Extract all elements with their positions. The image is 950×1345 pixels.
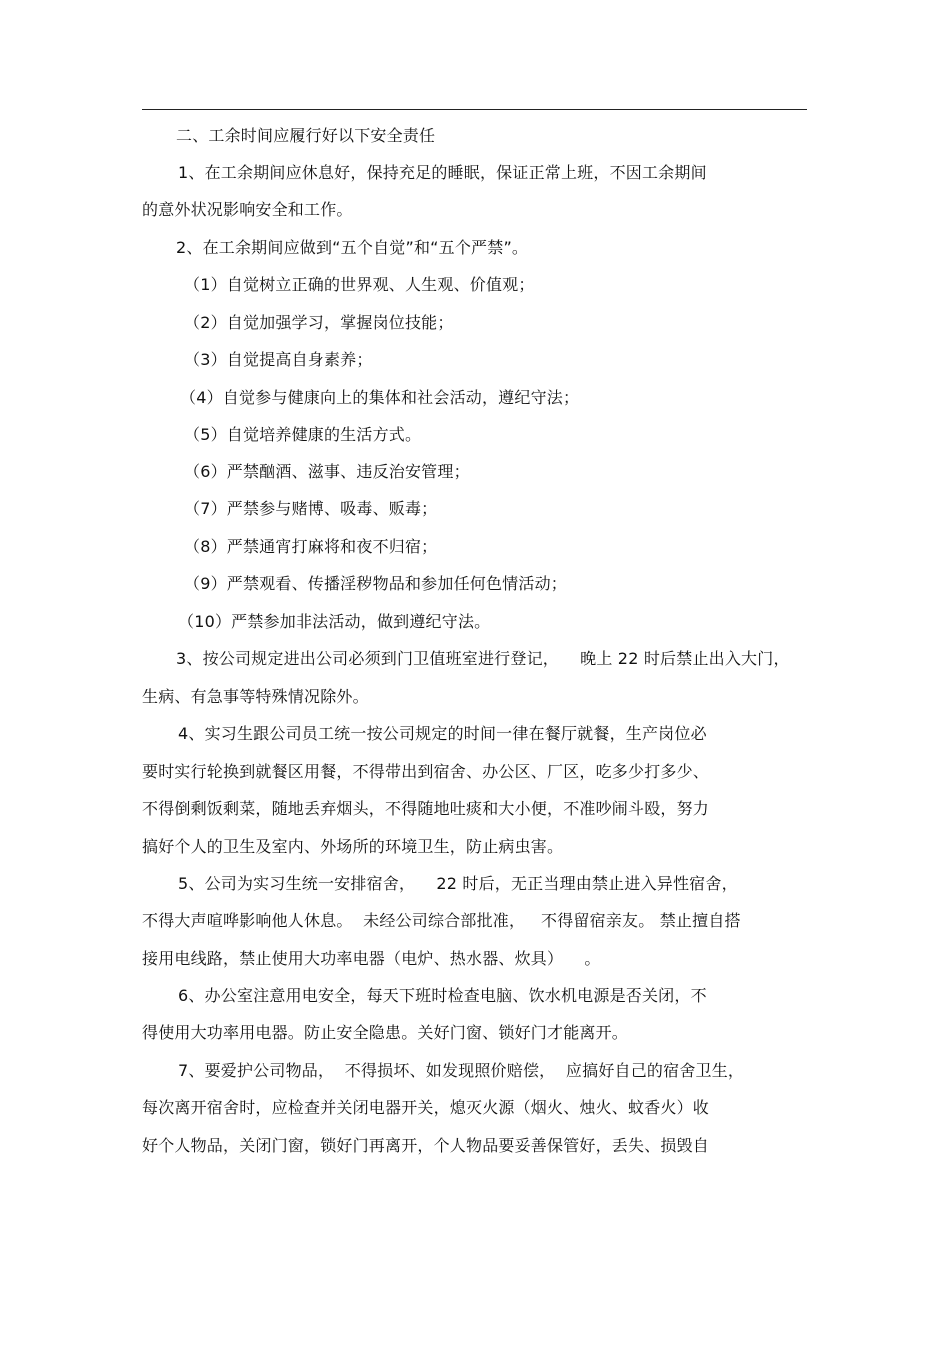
list-item: （1）自觉树立正确的世界观、人生观、价值观；: [184, 275, 535, 294]
paragraph-line: 2、在工余期间应做到“五个自觉”和“五个严禁”。: [176, 238, 529, 257]
header-rule: [142, 109, 807, 110]
paragraph-line: 7、要爱护公司物品， 不得损坏、如发现照价赔偿， 应搞好自己的宿舍卫生，: [178, 1061, 745, 1080]
paragraph-line: 不得大声喧哗影响他人休息。 未经公司综合部批准， 不得留宿亲友。 禁止擅自搭: [142, 911, 741, 930]
list-item: （9）严禁观看、传播淫秽物品和参加任何色情活动；: [184, 574, 567, 593]
list-item: （10）严禁参加非法活动，做到遵纪守法。: [178, 612, 491, 631]
list-item: （8）严禁通宵打麻将和夜不归宿；: [184, 537, 438, 556]
paragraph-line: 的意外状况影响安全和工作。: [142, 200, 353, 219]
paragraph-line: 6、办公室注意用电安全，每天下班时检查电脑、饮水机电源是否关闭，不: [178, 986, 707, 1005]
list-item: （2）自觉加强学习，掌握岗位技能；: [184, 313, 454, 332]
paragraph-line: 生病、有急事等特殊情况除外。: [142, 687, 369, 706]
paragraph-line: 得使用大功率用电器。防止安全隐患。关好门窗、锁好门才能离开。: [142, 1023, 629, 1042]
paragraph-line: 每次离开宿舍时，应检查并关闭电器开关，熄灭火源（烟火、烛火、蚊香火）收: [142, 1098, 710, 1117]
paragraph-line: 5、公司为实习生统一安排宿舍， 22 时后，无正当理由禁止进入异性宿舍，: [178, 874, 738, 893]
paragraph-line: 好个人物品，关闭门窗，锁好门再离开，个人物品要妥善保管好，丢失、损毁自: [142, 1136, 710, 1155]
paragraph-line: 1、在工余期间应休息好，保持充足的睡眠，保证正常上班，不因工余期间: [178, 163, 707, 182]
paragraph-line: 不得倒剩饭剩菜，随地丢弃烟头，不得随地吐痰和大小便，不准吵闹斗殴，努力: [142, 799, 710, 818]
list-item: （4）自觉参与健康向上的集体和社会活动，遵纪守法；: [180, 388, 580, 407]
list-item: （5）自觉培养健康的生活方式。: [184, 425, 422, 444]
list-item: （3）自觉提高自身素养；: [184, 350, 373, 369]
section-heading: 二、工余时间应履行好以下安全责任: [176, 126, 436, 145]
list-item: （7）严禁参与赌博、吸毒、贩毒；: [184, 499, 438, 518]
paragraph-line: 要时实行轮换到就餐区用餐，不得带出到宿舍、办公区、厂区，吃多少打多少、: [142, 762, 710, 781]
paragraph-line: 4、实习生跟公司员工统一按公司规定的时间一律在餐厅就餐，生产岗位必: [178, 724, 707, 743]
paragraph-line: 接用电线路，禁止使用大功率电器（电炉、热水器、炊具） 。: [142, 949, 601, 968]
paragraph-line: 3、按公司规定进出公司必须到门卫值班室进行登记， 晚上 22 时后禁止出入大门，: [176, 649, 790, 668]
list-item: （6）严禁酗酒、滋事、违反治安管理；: [184, 462, 470, 481]
paragraph-line: 搞好个人的卫生及室内、外场所的环境卫生，防止病虫害。: [142, 837, 564, 856]
